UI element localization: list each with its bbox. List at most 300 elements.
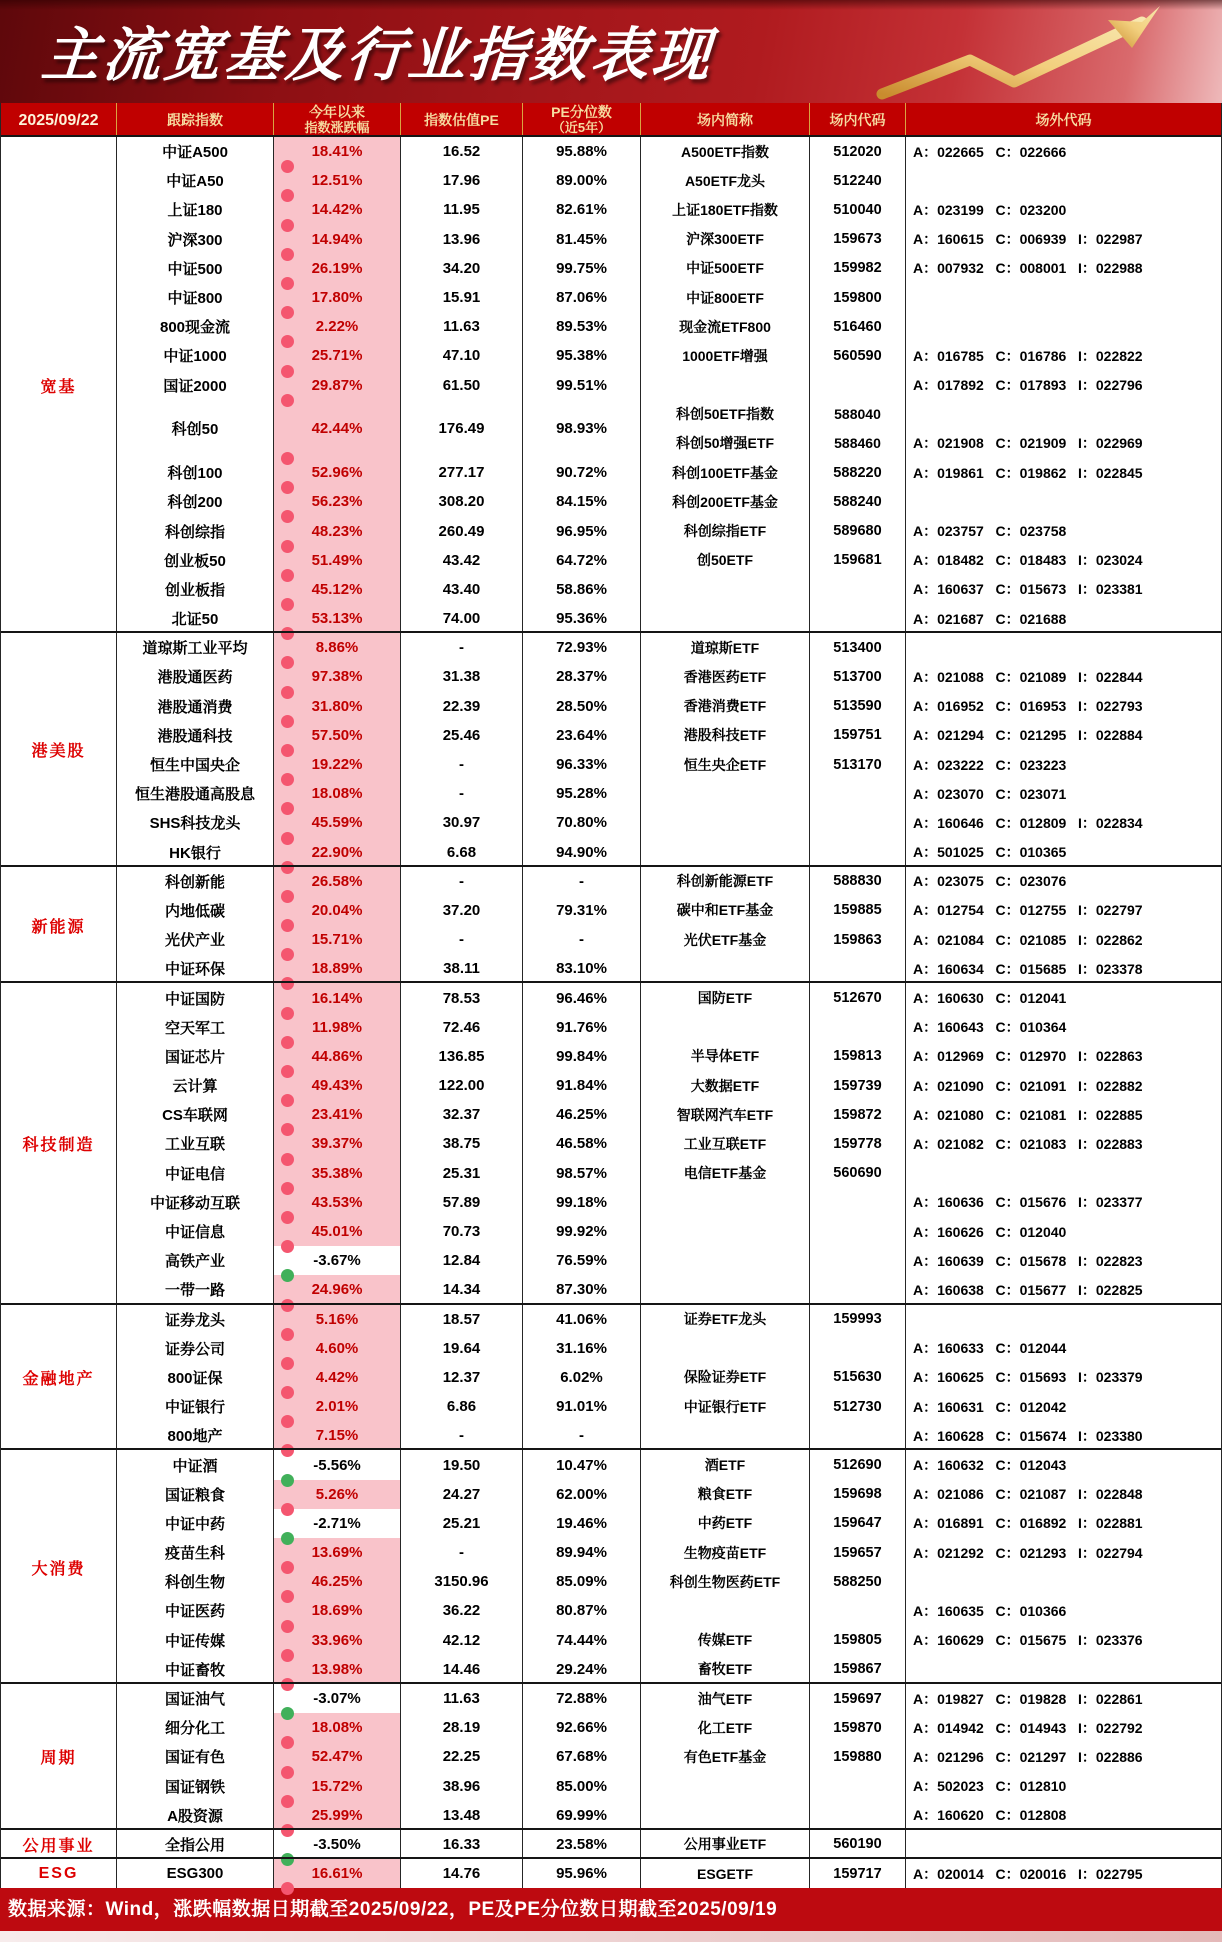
change-cell: 97.38% <box>274 662 401 691</box>
otc-code-cell <box>906 633 1221 662</box>
index-name-cell: 国证油气 <box>117 1684 274 1713</box>
column-header: 今年以来 指数涨跌幅 <box>274 103 401 137</box>
exchange-code-cell: 159982 <box>810 254 906 283</box>
percentile-cell: 23.64% <box>523 721 641 750</box>
pe-cell: 19.64 <box>401 1334 523 1363</box>
etf-name-cell: 保险证券ETF <box>641 1363 810 1392</box>
exchange-code-cell: 513400 <box>810 633 906 662</box>
etf-name-cell: 科创生物医药ETF <box>641 1567 810 1596</box>
etf-name-cell: 畜牧ETF <box>641 1655 810 1684</box>
change-cell: 45.01% <box>274 1217 401 1246</box>
change-cell: 18.08% <box>274 1713 401 1742</box>
otc-code-cell: A：160635 C：010366 <box>913 1602 1067 1619</box>
exchange-code-cell <box>810 1217 906 1246</box>
pe-cell: 308.20 <box>401 487 523 516</box>
pe-cell: - <box>401 1538 523 1567</box>
pe-cell: 22.39 <box>401 692 523 721</box>
section-rows <box>117 1305 1221 1451</box>
column-header: 跟踪指数 <box>117 103 274 137</box>
percentile-cell: 64.72% <box>523 546 641 575</box>
otc-code-cell: A：160631 C：012042 <box>913 1398 1067 1415</box>
change-cell: 16.61% <box>274 1859 401 1888</box>
category-label: ESG <box>1 1859 117 1888</box>
pe-cell: 47.10 <box>401 341 523 370</box>
etf-name-cell: 证券ETF龙头 <box>641 1305 810 1334</box>
otc-code-cell: A：012754 C：012755 I：022797 <box>913 902 1143 919</box>
pe-cell: 13.96 <box>401 225 523 254</box>
otc-code-cell <box>906 166 1221 195</box>
exchange-code-cell <box>810 1596 906 1625</box>
pe-cell: 6.86 <box>401 1392 523 1421</box>
category-label: 金融地产 <box>1 1305 117 1451</box>
positive-dot-icon <box>281 1182 294 1195</box>
category-label: 港美股 <box>1 633 117 867</box>
otc-code-cell: A：021294 C：021295 I：022884 <box>913 727 1143 744</box>
index-name-cell: HK银行 <box>117 838 274 867</box>
percentile-cell: 80.87% <box>523 1596 641 1625</box>
positive-dot-icon <box>281 452 294 465</box>
exchange-code-cell: 159870 <box>810 1713 906 1742</box>
percentile-cell: 96.95% <box>523 516 641 545</box>
negative-dot-icon <box>281 1474 294 1487</box>
index-name-cell: 中证移动互联 <box>117 1188 274 1217</box>
pe-cell: 11.95 <box>401 195 523 224</box>
exchange-code-cell <box>810 954 906 983</box>
etf-name-cell: 科创100ETF基金 <box>641 458 810 487</box>
change-cell: 48.23% <box>274 516 401 545</box>
percentile-cell: 31.16% <box>523 1334 641 1363</box>
otc-code-cell: A：160632 C：012043 <box>913 1457 1067 1474</box>
etf-name-cell: 粮食ETF <box>641 1480 810 1509</box>
exchange-code-cell: 159681 <box>810 546 906 575</box>
pe-cell: - <box>401 925 523 954</box>
change-cell: 23.41% <box>274 1100 401 1129</box>
index-name-cell: 中证银行 <box>117 1392 274 1421</box>
pe-cell: 38.96 <box>401 1772 523 1801</box>
etf-name-cell: 智联网汽车ETF <box>641 1100 810 1129</box>
percentile-cell: 94.90% <box>523 838 641 867</box>
otc-code-cell: A：160620 C：012808 <box>913 1807 1067 1824</box>
otc-code-cell <box>906 400 1221 458</box>
index-name-cell: 证券龙头 <box>117 1305 274 1334</box>
exchange-code-cell <box>810 575 906 604</box>
otc-code-cell <box>906 1159 1221 1188</box>
positive-dot-icon <box>281 1299 294 1312</box>
etf-name-cell: 公用事业ETF <box>641 1830 810 1859</box>
percentile-cell: 29.24% <box>523 1655 641 1684</box>
index-name-cell: 道琼斯工业平均 <box>117 633 274 662</box>
otc-code-cell: A：023070 C：023071 <box>913 785 1067 802</box>
otc-code-cell <box>906 1567 1221 1596</box>
change-cell: -5.56% <box>274 1450 401 1479</box>
pe-cell: - <box>401 779 523 808</box>
otc-code-cell: A：021296 C：021297 I：022886 <box>913 1748 1143 1765</box>
column-header: 场内代码 <box>810 103 906 137</box>
date-cell: 2025/09/22 <box>1 103 117 137</box>
otc-code-cell: A：160638 C：015677 I：022825 <box>913 1281 1143 1298</box>
change-cell: 5.16% <box>274 1305 401 1334</box>
positive-dot-icon <box>281 1211 294 1224</box>
otc-code-cell: A：501025 C：010365 <box>913 844 1067 861</box>
otc-code-cell: A：021090 C：021091 I：022882 <box>913 1077 1143 1094</box>
index-name-cell: 港股通医药 <box>117 662 274 691</box>
exchange-code-cell: 510040 <box>810 195 906 224</box>
table-section <box>1 1859 1221 1888</box>
index-name-cell: 中证信息 <box>117 1217 274 1246</box>
change-cell: 13.69% <box>274 1538 401 1567</box>
etf-name-cell: 电信ETF基金 <box>641 1159 810 1188</box>
otc-code-cell: A：023199 C：023200 <box>913 201 1067 218</box>
index-name-cell: A股资源 <box>117 1801 274 1830</box>
change-cell: 29.87% <box>274 371 401 400</box>
positive-dot-icon <box>281 248 294 261</box>
otc-code-cell: A：160637 C：015673 I：023381 <box>913 581 1143 598</box>
percentile-cell: 23.58% <box>523 1830 641 1859</box>
index-name-cell: 800地产 <box>117 1421 274 1450</box>
etf-name-cell <box>641 1596 810 1625</box>
change-cell: 49.43% <box>274 1071 401 1100</box>
otc-code-cell: A：021086 C：021087 I：022848 <box>913 1486 1143 1503</box>
index-name-cell: 科创100 <box>117 458 274 487</box>
positive-dot-icon <box>281 1766 294 1779</box>
section-rows <box>117 1684 1221 1830</box>
pe-cell: 17.96 <box>401 166 523 195</box>
percentile-cell: 6.02% <box>523 1363 641 1392</box>
pe-cell: 176.49 <box>401 400 523 458</box>
exchange-code-cell: 159697 <box>810 1684 906 1713</box>
change-cell: 46.25% <box>274 1567 401 1596</box>
index-name-cell: 沪深300 <box>117 225 274 254</box>
positive-dot-icon <box>281 1649 294 1662</box>
otc-code-cell: A：020014 C：020016 I：022795 <box>913 1865 1143 1882</box>
percentile-cell: 28.37% <box>523 662 641 691</box>
table-section <box>1 1684 1221 1830</box>
pe-cell: 11.63 <box>401 1684 523 1713</box>
change-cell: 43.53% <box>274 1188 401 1217</box>
section-rows <box>117 137 1221 633</box>
pe-cell: 18.57 <box>401 1305 523 1334</box>
etf-name-cell <box>641 808 810 837</box>
exchange-code-cell <box>810 1334 906 1363</box>
etf-name-cell <box>641 371 810 400</box>
positive-dot-icon <box>281 919 294 932</box>
exchange-code-cell: 513170 <box>810 750 906 779</box>
etf-name-cell: 大数据ETF <box>641 1071 810 1100</box>
exchange-code-cell: 159867 <box>810 1655 906 1684</box>
exchange-code-cell: 159863 <box>810 925 906 954</box>
etf-name-cell: A500ETF指数 <box>641 137 810 166</box>
exchange-code-cell <box>810 1421 906 1450</box>
change-cell: 51.49% <box>274 546 401 575</box>
exchange-code-cell: 159800 <box>810 283 906 312</box>
category-label: 大消费 <box>1 1450 117 1684</box>
column-header: 场内简称 <box>641 103 810 137</box>
pe-cell: 14.34 <box>401 1275 523 1304</box>
change-cell: 26.58% <box>274 867 401 896</box>
etf-name-cell <box>641 954 810 983</box>
index-name-cell: 中证500 <box>117 254 274 283</box>
exchange-code-cell <box>810 1275 906 1304</box>
exchange-code-cell: 159805 <box>810 1626 906 1655</box>
pe-cell: 11.63 <box>401 312 523 341</box>
pe-cell: 3150.96 <box>401 1567 523 1596</box>
pe-cell: 43.40 <box>401 575 523 604</box>
exchange-code-cell <box>810 1188 906 1217</box>
exchange-code-cell: 513590 <box>810 692 906 721</box>
etf-name-cell <box>641 1275 810 1304</box>
etf-name-cell: 有色ETF基金 <box>641 1742 810 1771</box>
exchange-code-cell: 159673 <box>810 225 906 254</box>
percentile-cell: 95.36% <box>523 604 641 633</box>
exchange-code-cell: 159880 <box>810 1742 906 1771</box>
index-name-cell: 科创50 <box>117 400 274 458</box>
positive-dot-icon <box>281 219 294 232</box>
index-name-cell: 科创新能 <box>117 867 274 896</box>
index-name-cell: 恒生港股通高股息 <box>117 779 274 808</box>
percentile-cell: - <box>523 1421 641 1450</box>
positive-dot-icon <box>281 715 294 728</box>
category-label: 科技制造 <box>1 983 117 1304</box>
percentile-cell: 99.18% <box>523 1188 641 1217</box>
positive-dot-icon <box>281 1620 294 1633</box>
table-row <box>117 400 1221 458</box>
exchange-code-cell: 512690 <box>810 1450 906 1479</box>
table-body <box>1 137 1221 1888</box>
otc-code-cell: A：016891 C：016892 I：022881 <box>913 1515 1143 1532</box>
exchange-code-cell: 588830 <box>810 867 906 896</box>
pe-cell: - <box>401 750 523 779</box>
exchange-code-cell <box>810 1013 906 1042</box>
otc-code-cell <box>906 1305 1221 1334</box>
percentile-cell: 46.58% <box>523 1129 641 1158</box>
pe-cell: 36.22 <box>401 1596 523 1625</box>
table-section <box>1 983 1221 1304</box>
otc-code-stack: A：021908 C：021909 I：022969 <box>913 435 1143 452</box>
change-cell: 33.96% <box>274 1626 401 1655</box>
percentile-cell: 90.72% <box>523 458 641 487</box>
change-cell: 53.13% <box>274 604 401 633</box>
negative-dot-icon <box>281 1853 294 1866</box>
positive-dot-icon <box>281 1328 294 1341</box>
pe-cell: - <box>401 1421 523 1450</box>
percentile-cell: 72.93% <box>523 633 641 662</box>
change-cell: 56.23% <box>274 487 401 516</box>
column-header: 指数估值PE <box>401 103 523 137</box>
etf-name-stack: 科创50ETF指数 科创50增强ETF <box>675 406 774 452</box>
change-cell: 19.22% <box>274 750 401 779</box>
positive-dot-icon <box>281 1036 294 1049</box>
change-cell: 31.80% <box>274 692 401 721</box>
percentile-cell: 72.88% <box>523 1684 641 1713</box>
pe-cell: 34.20 <box>401 254 523 283</box>
change-cell: 22.90% <box>274 838 401 867</box>
positive-dot-icon <box>281 1386 294 1399</box>
pe-cell: 32.37 <box>401 1100 523 1129</box>
percentile-cell: 10.47% <box>523 1450 641 1479</box>
exchange-code-cell: 513700 <box>810 662 906 691</box>
percentile-cell: 96.33% <box>523 750 641 779</box>
index-name-cell: CS车联网 <box>117 1100 274 1129</box>
otc-code-cell: A：160634 C：015685 I：023378 <box>913 960 1143 977</box>
otc-code-cell: A：160643 C：010364 <box>913 1019 1067 1036</box>
index-name-cell: 细分化工 <box>117 1713 274 1742</box>
change-cell: 7.15% <box>274 1421 401 1450</box>
exchange-code-cell <box>810 838 906 867</box>
positive-dot-icon <box>281 861 294 874</box>
pe-cell: 28.19 <box>401 1713 523 1742</box>
pe-cell: 78.53 <box>401 983 523 1012</box>
etf-name-cell: 道琼斯ETF <box>641 633 810 662</box>
footer-note: 数据来源：Wind，涨跌幅数据日期截至2025/09/22，PE及PE分位数日期截至2025/09/19 <box>0 1888 1222 1931</box>
index-name-cell: 高铁产业 <box>117 1246 274 1275</box>
change-cell: 5.26% <box>274 1480 401 1509</box>
pe-cell: 122.00 <box>401 1071 523 1100</box>
otc-code-cell: A：502023 C：012810 <box>913 1778 1067 1795</box>
etf-name-cell <box>641 1217 810 1246</box>
etf-name-cell <box>641 1013 810 1042</box>
change-cell: 14.94% <box>274 225 401 254</box>
index-name-cell: 中证1000 <box>117 341 274 370</box>
otc-code-cell: A：160615 C：006939 I：022987 <box>913 231 1143 248</box>
change-cell: 52.96% <box>274 458 401 487</box>
table-section <box>1 137 1221 633</box>
pe-cell: 25.21 <box>401 1509 523 1538</box>
change-cell: 4.42% <box>274 1363 401 1392</box>
etf-name-cell <box>641 1421 810 1450</box>
pe-cell: 57.89 <box>401 1188 523 1217</box>
positive-dot-icon <box>281 1795 294 1808</box>
change-cell: 45.59% <box>274 808 401 837</box>
otc-code-cell: A：023222 C：023223 <box>913 756 1067 773</box>
pe-cell: 6.68 <box>401 838 523 867</box>
pe-cell: 42.12 <box>401 1626 523 1655</box>
pe-cell: 14.46 <box>401 1655 523 1684</box>
otc-code-cell: A：160630 C：012041 <box>913 990 1067 1007</box>
etf-name-cell <box>641 779 810 808</box>
percentile-cell: 85.09% <box>523 1567 641 1596</box>
section-rows <box>117 633 1221 867</box>
index-name-cell: 科创综指 <box>117 516 274 545</box>
percentile-cell: 89.94% <box>523 1538 641 1567</box>
index-name-cell: 中证环保 <box>117 954 274 983</box>
etf-name-cell: 生物疫苗ETF <box>641 1538 810 1567</box>
otc-code-cell: A：021082 C：021083 I：022883 <box>913 1135 1143 1152</box>
percentile-cell: 84.15% <box>523 487 641 516</box>
change-cell: 8.86% <box>274 633 401 662</box>
percentile-cell: 91.01% <box>523 1392 641 1421</box>
etf-name-cell <box>641 1188 810 1217</box>
index-table <box>0 103 1222 1888</box>
table-section <box>1 1305 1221 1451</box>
index-name-cell: 中证800 <box>117 283 274 312</box>
etf-name-cell: 中证500ETF <box>641 254 810 283</box>
percentile-cell: 91.76% <box>523 1013 641 1042</box>
etf-name-cell <box>641 1772 810 1801</box>
change-cell: 26.19% <box>274 254 401 283</box>
change-cell: 2.01% <box>274 1392 401 1421</box>
index-name-cell: 中证酒 <box>117 1450 274 1479</box>
category-label: 新能源 <box>1 867 117 984</box>
otc-code-cell <box>906 1655 1221 1684</box>
percentile-cell: 74.44% <box>523 1626 641 1655</box>
exchange-code-cell <box>810 808 906 837</box>
etf-name-cell: 半导体ETF <box>641 1042 810 1071</box>
percentile-cell: 82.61% <box>523 195 641 224</box>
etf-name-cell: 香港消费ETF <box>641 692 810 721</box>
index-name-cell: 中证A50 <box>117 166 274 195</box>
percentile-cell: 87.06% <box>523 283 641 312</box>
change-cell: 13.98% <box>274 1655 401 1684</box>
index-name-cell: 800证保 <box>117 1363 274 1392</box>
etf-name-cell: A50ETF龙头 <box>641 166 810 195</box>
exchange-code-cell: 159698 <box>810 1480 906 1509</box>
exchange-code-cell: 512240 <box>810 166 906 195</box>
etf-name-cell <box>641 400 810 458</box>
index-name-cell: 港股通消费 <box>117 692 274 721</box>
exchange-code-cell <box>810 779 906 808</box>
percentile-cell: 87.30% <box>523 1275 641 1304</box>
etf-name-cell: 香港医药ETF <box>641 662 810 691</box>
section-rows <box>117 867 1221 984</box>
index-name-cell: 国证2000 <box>117 371 274 400</box>
exchange-code-cell: 512730 <box>810 1392 906 1421</box>
percentile-cell: 46.25% <box>523 1100 641 1129</box>
etf-name-cell: 港股科技ETF <box>641 721 810 750</box>
column-header: PE分位数 （近5年） <box>523 103 641 137</box>
exchange-code-cell: 159751 <box>810 721 906 750</box>
pe-cell: 13.48 <box>401 1801 523 1830</box>
change-cell: 57.50% <box>274 721 401 750</box>
positive-dot-icon <box>281 890 294 903</box>
change-cell: 4.60% <box>274 1334 401 1363</box>
exchange-code-cell <box>810 1801 906 1830</box>
exchange-code-cell: 159993 <box>810 1305 906 1334</box>
positive-dot-icon <box>281 277 294 290</box>
otc-code-cell: A：014942 C：014943 I：022792 <box>913 1719 1143 1736</box>
index-name-cell: 全指公用 <box>117 1830 274 1859</box>
etf-name-cell: 光伏ETF基金 <box>641 925 810 954</box>
etf-name-cell: 中证800ETF <box>641 283 810 312</box>
etf-name-cell: ESGETF <box>641 1859 810 1888</box>
positive-dot-icon <box>281 540 294 553</box>
percentile-cell: 91.84% <box>523 1071 641 1100</box>
percentile-cell: 89.53% <box>523 312 641 341</box>
table-row <box>117 137 1221 166</box>
positive-dot-icon <box>281 569 294 582</box>
etf-name-cell: 油气ETF <box>641 1684 810 1713</box>
pe-cell: 25.31 <box>401 1159 523 1188</box>
exchange-code-cell: 588240 <box>810 487 906 516</box>
change-cell: 18.08% <box>274 779 401 808</box>
percentile-cell: 28.50% <box>523 692 641 721</box>
percentile-cell: - <box>523 925 641 954</box>
percentile-cell: 95.88% <box>523 137 641 166</box>
exchange-code-cell: 159657 <box>810 1538 906 1567</box>
table-section <box>1 1830 1221 1859</box>
otc-code-cell: A：019827 C：019828 I：022861 <box>913 1690 1143 1707</box>
change-cell: 17.80% <box>274 283 401 312</box>
index-name-cell: 内地低碳 <box>117 896 274 925</box>
otc-code-cell <box>906 283 1221 312</box>
index-name-cell: 中证A500 <box>117 137 274 166</box>
percentile-cell: 67.68% <box>523 1742 641 1771</box>
positive-dot-icon <box>281 1678 294 1691</box>
percentile-cell: 89.00% <box>523 166 641 195</box>
etf-name-cell: 沪深300ETF <box>641 225 810 254</box>
otc-code-cell: A：016952 C：016953 I：022793 <box>913 698 1143 715</box>
etf-name-cell: 中药ETF <box>641 1509 810 1538</box>
otc-code-cell: A：160646 C：012809 I：022834 <box>913 814 1143 831</box>
